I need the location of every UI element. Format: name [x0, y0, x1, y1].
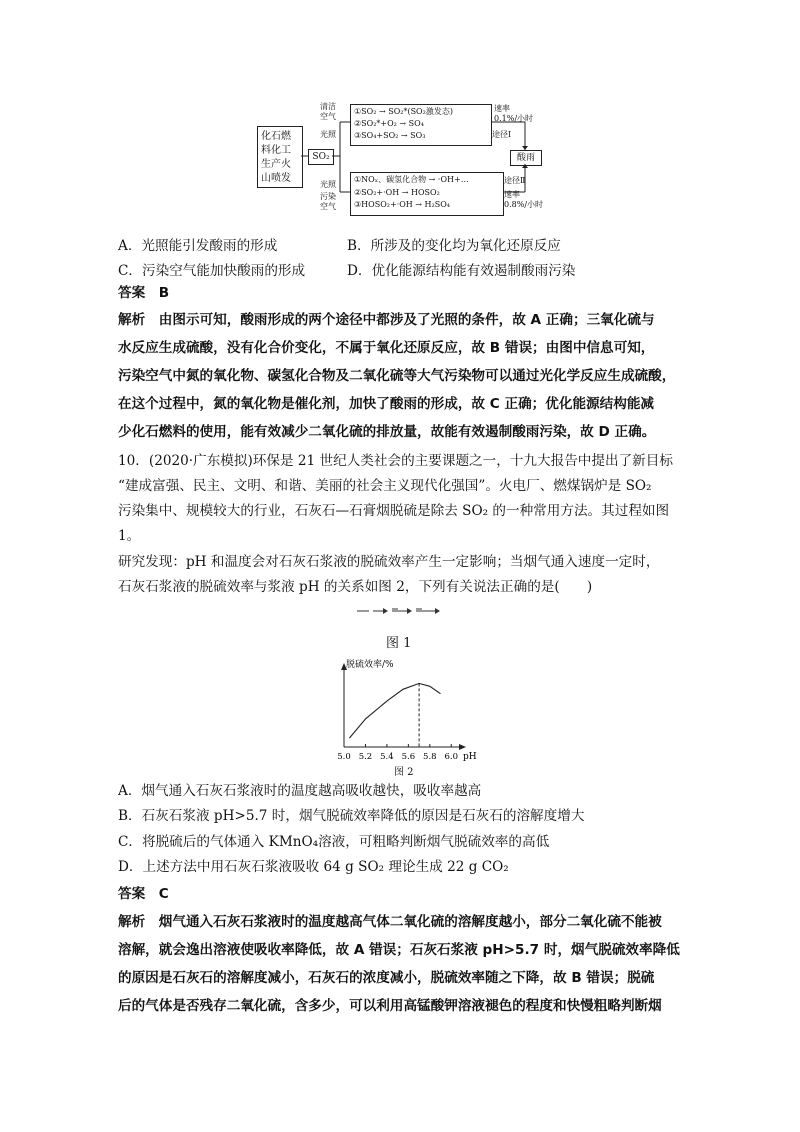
q10-stem-line: 1。	[118, 528, 141, 544]
x-tick-label: 5.6	[401, 752, 416, 762]
q9-option-d: D．优化能源结构能有效遏制酸雨污染	[347, 263, 576, 279]
q10-analysis-line: 解析 烟气通入石灰石浆液时的温度越高气体二氧化硫的溶解度越小，部分二氧化硫不能被	[118, 914, 662, 930]
efficiency-curve	[349, 683, 440, 738]
clean-air-label: 清洁	[320, 102, 336, 111]
reaction-line: ②SO₂+·OH → HOSO₂	[354, 187, 440, 197]
q9-analysis-line: 少化石燃料的使用，能有效减少二氧化硫的排放量，故能有效遏制酸雨污染，故 D 正确。	[118, 424, 656, 440]
rate-bottom-label: 速率	[504, 190, 520, 199]
clean-air-label: 空气	[320, 112, 336, 121]
so2-label: SO₂	[312, 152, 330, 162]
q9-analysis-line: 解析 由图示可知，酸雨形成的两个途径中都涉及了光照的条件，故 A 正确；三氧化硫与	[118, 312, 655, 328]
path2-label: 途径Ⅱ	[504, 176, 526, 185]
x-tick-label: 5.2	[358, 752, 373, 762]
chart-xlabel: pH	[463, 752, 477, 762]
reaction-line: ②SO₂*+O₂ → SO₄	[354, 119, 424, 128]
figure2-chart	[330, 655, 480, 775]
q10-stem-line: “建成富强、民主、文明、和谐、美丽的社会主义现代化强国”。火电厂、燃煤锅炉是 SO₂	[118, 478, 652, 494]
q10-option-c: C．将脱硫后的气体通入 KMnO₄溶液，可粗略判断烟气脱硫效率的高低	[118, 834, 550, 850]
q9-option-b: B．所涉及的变化均为氧化还原反应	[347, 238, 561, 254]
polluted-air-label: 空气	[320, 202, 336, 211]
rate-bottom-value: 0.8%/小时	[504, 200, 544, 209]
figure1-arrows	[355, 604, 445, 618]
rate-top-value: 0.1%/小时	[494, 114, 534, 123]
q9-option-c: C．污染空气能加快酸雨的形成	[118, 263, 306, 279]
q10-analysis-line: 溶解，就会逸出溶液使吸收率降低，故 A 错误；石灰石浆液 pH>5.7 时，烟气脱硫效率降低	[118, 942, 680, 958]
q10-option-a: A．烟气通入石灰石浆液时的温度越高吸收越快，吸收率越高	[118, 783, 482, 799]
x-tick-label: 5.0	[337, 752, 351, 762]
reaction-line: ①NOₓ、碳氢化合物 → ·OH+…	[354, 175, 469, 184]
q10-stem-line: 研究发现：pH 和温度会对石灰石浆液的脱硫效率产生一定影响；当烟气通入速度一定时，	[118, 554, 660, 570]
light-label-top: 光照	[320, 130, 336, 139]
figure1-caption: 图 1	[386, 636, 412, 651]
q10-analysis-line: 的原因是石灰石的溶解度减小，石灰石的浓度减小，脱硫效率随之下降，故 B 错误；脱硫	[118, 970, 655, 986]
path1-label: 途径Ⅰ	[492, 130, 512, 139]
acid-rain-label: 酸雨	[516, 153, 535, 163]
q9-analysis-line: 水反应生成硫酸，没有化合价变化，不属于氧化还原反应，故 B 错误；由图中信息可知，	[118, 340, 655, 356]
figure2-caption: 图 2	[394, 767, 414, 778]
q10-option-d: D．上述方法中用石灰石浆液吸收 64 g SO₂ 理论生成 22 g CO₂	[118, 859, 509, 875]
x-tick-label: 5.8	[423, 752, 437, 762]
q10-stem-line: 石灰石浆液的脱硫效率与浆液 pH 的关系如图 2，下列有关说法正确的是( )	[118, 579, 593, 595]
q9-analysis-line: 在这个过程中，氮的氧化物是催化剂，加快了酸雨的形成，故 C 正确；优化能源结构能减	[118, 396, 655, 412]
q10-analysis-line: 后的气体是否残存二氧化硫，含多少，可以利用高锰酸钾溶液褪色的程度和快慢粗略判断烟	[118, 998, 662, 1014]
q9-analysis-line: 污染空气中氮的氧化物、碳氢化合物及二氧化硫等大气污染物可以通过光化学反应生成硫酸，	[118, 368, 676, 384]
q10-stem-line: 污染集中、规模较大的行业，石灰石—石膏烟脱硫是除去 SO₂ 的一种常用方法。其过程如图	[118, 503, 670, 519]
q9-option-a: A．光照能引发酸雨的形成	[118, 238, 278, 254]
light-label-bottom: 光照	[320, 180, 336, 189]
polluted-air-label: 污染	[320, 192, 336, 201]
reaction-line: ①SO₂ → SO₂*(SO₂激发态)	[354, 107, 453, 116]
source-line: 生产火	[261, 159, 291, 170]
x-tick-label: 5.4	[380, 752, 394, 762]
q9-answer: 答案 B	[118, 285, 170, 301]
reaction-line: ③HOSO₂+·OH → H₂SO₄	[354, 200, 450, 209]
rate-top-label: 速率	[494, 104, 510, 113]
source-line: 化石燃	[261, 131, 291, 142]
diagram-connectors	[250, 100, 560, 220]
x-axis-arrow	[459, 744, 466, 750]
source-line: 料化工	[261, 145, 291, 156]
q10-answer: 答案 C	[118, 886, 169, 902]
x-tick-label: 6.0	[444, 752, 459, 762]
acid-rain-diagram	[250, 100, 560, 220]
source-line: 山喷发	[261, 173, 291, 184]
q10-option-b: B．石灰石浆液 pH>5.7 时，烟气脱硫效率降低的原因是石灰石的溶解度增大	[118, 808, 585, 824]
q10-stem-line: 10．(2020·广东模拟)环保是 21 世纪人类社会的主要课题之一，十九大报告中提出了新目标	[118, 453, 673, 469]
chart-ylabel: 脱硫效率/%	[346, 660, 394, 670]
reaction-line: ③SO₄+SO₂ → SO₃	[354, 131, 426, 140]
